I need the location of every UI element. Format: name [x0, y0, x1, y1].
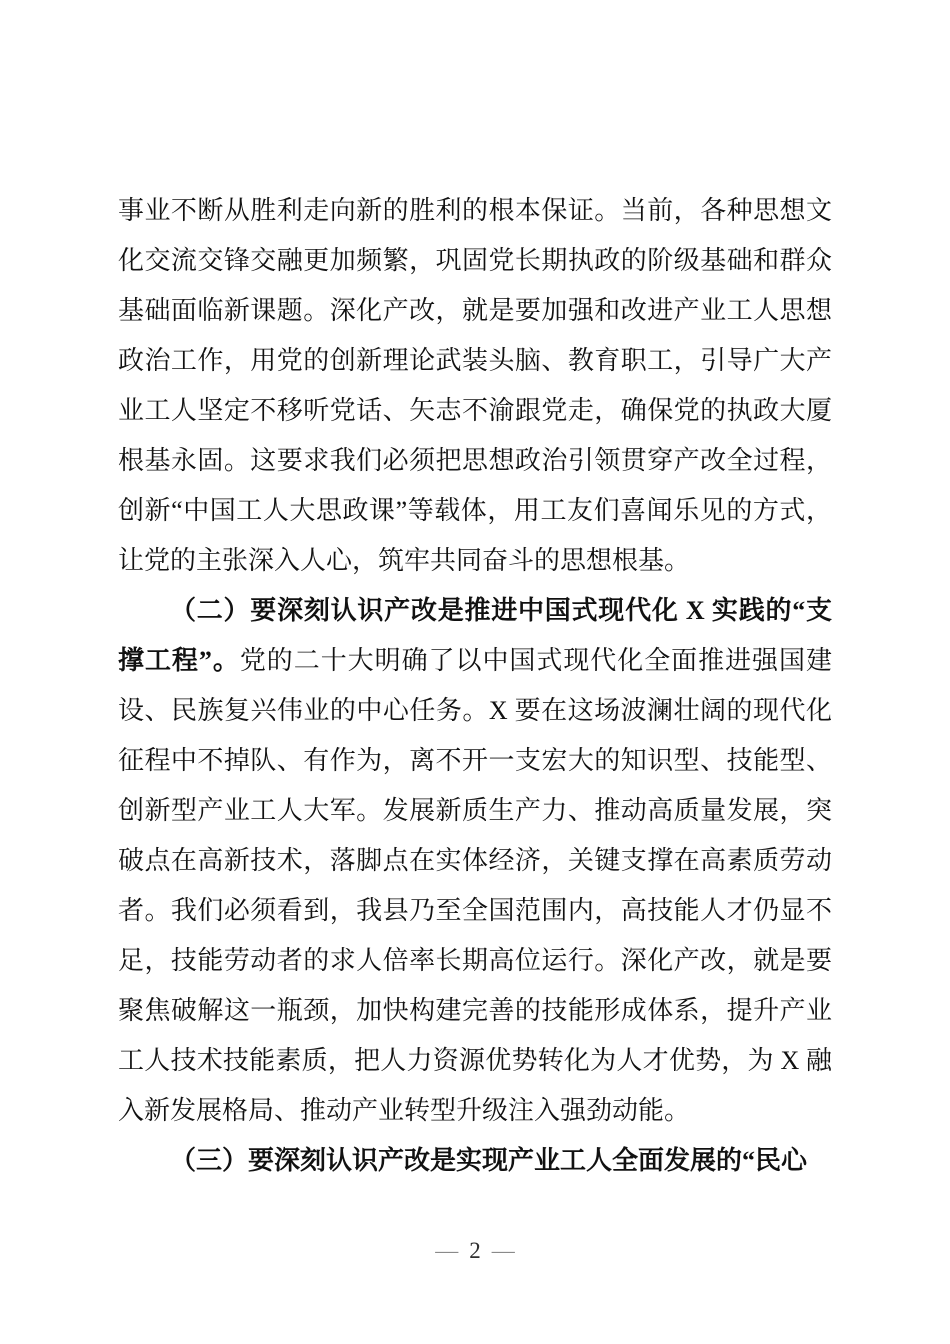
paragraph-text-run: 事业不断从胜利走向新的胜利的根本保证。当前，各种思想文化交流交锋交融更加频繁，巩固党长期执政的阶级基础和群众基础面临新课题。深化产改，就是要加强和改进产业工人思想政治工作，用党的创新理论武装头脑、教育职工，引导广大产业工人坚定不移听党话、矢志不渝跟党走，确保党的执政大厦根基永固。这要求我们必须把思想政治引领贯穿产改全过程，创新“中国工人大思政课”等载体，用工友们喜闻乐见的方式，让党的主张深入人心，筑牢共同奋斗的思想根基。	[118, 196, 832, 575]
paragraph	[118, 1136, 832, 1186]
page-number: 2	[469, 1238, 481, 1263]
footer-dash-right: —	[491, 1238, 515, 1263]
paragraph-text-run: 党的二十大明确了以中国式现代化全面推进强国建设、民族复兴伟业的中心任务。X 要在这场波澜壮阔的现代化征程中不掉队、有作为，离不开一支宏大的知识型、技能型、创新型产业工人大军。发展新质生产力、推动高质量发展，突破点在高新技术，落脚点在实体经济，关键支撑在高素质劳动者。我们必须看到，我县乃至全国范围内，高技能人才仍显不足，技能劳动者的求人倍率长期高位运行。深化产改，就是要聚焦破解这一瓶颈，加快构建完善的技能形成体系，提升产业工人技术技能素质，把人力资源优势转化为人才优势，为 X 融入新发展格局、推动产业转型升级注入强劲动能。	[118, 646, 832, 1125]
document-body	[118, 186, 832, 1186]
paragraph-heading-run: （二）要深刻认识产改是推进中国式现代化 X 实践的“支撑工程”。	[118, 596, 832, 675]
paragraph	[118, 186, 832, 586]
paragraph	[118, 586, 832, 1136]
paragraph-heading-run: （三）要深刻认识产改是实现产业工人全面发展的“民心	[170, 1146, 808, 1175]
page-footer	[0, 1236, 950, 1266]
footer-dash-left: —	[435, 1238, 459, 1263]
